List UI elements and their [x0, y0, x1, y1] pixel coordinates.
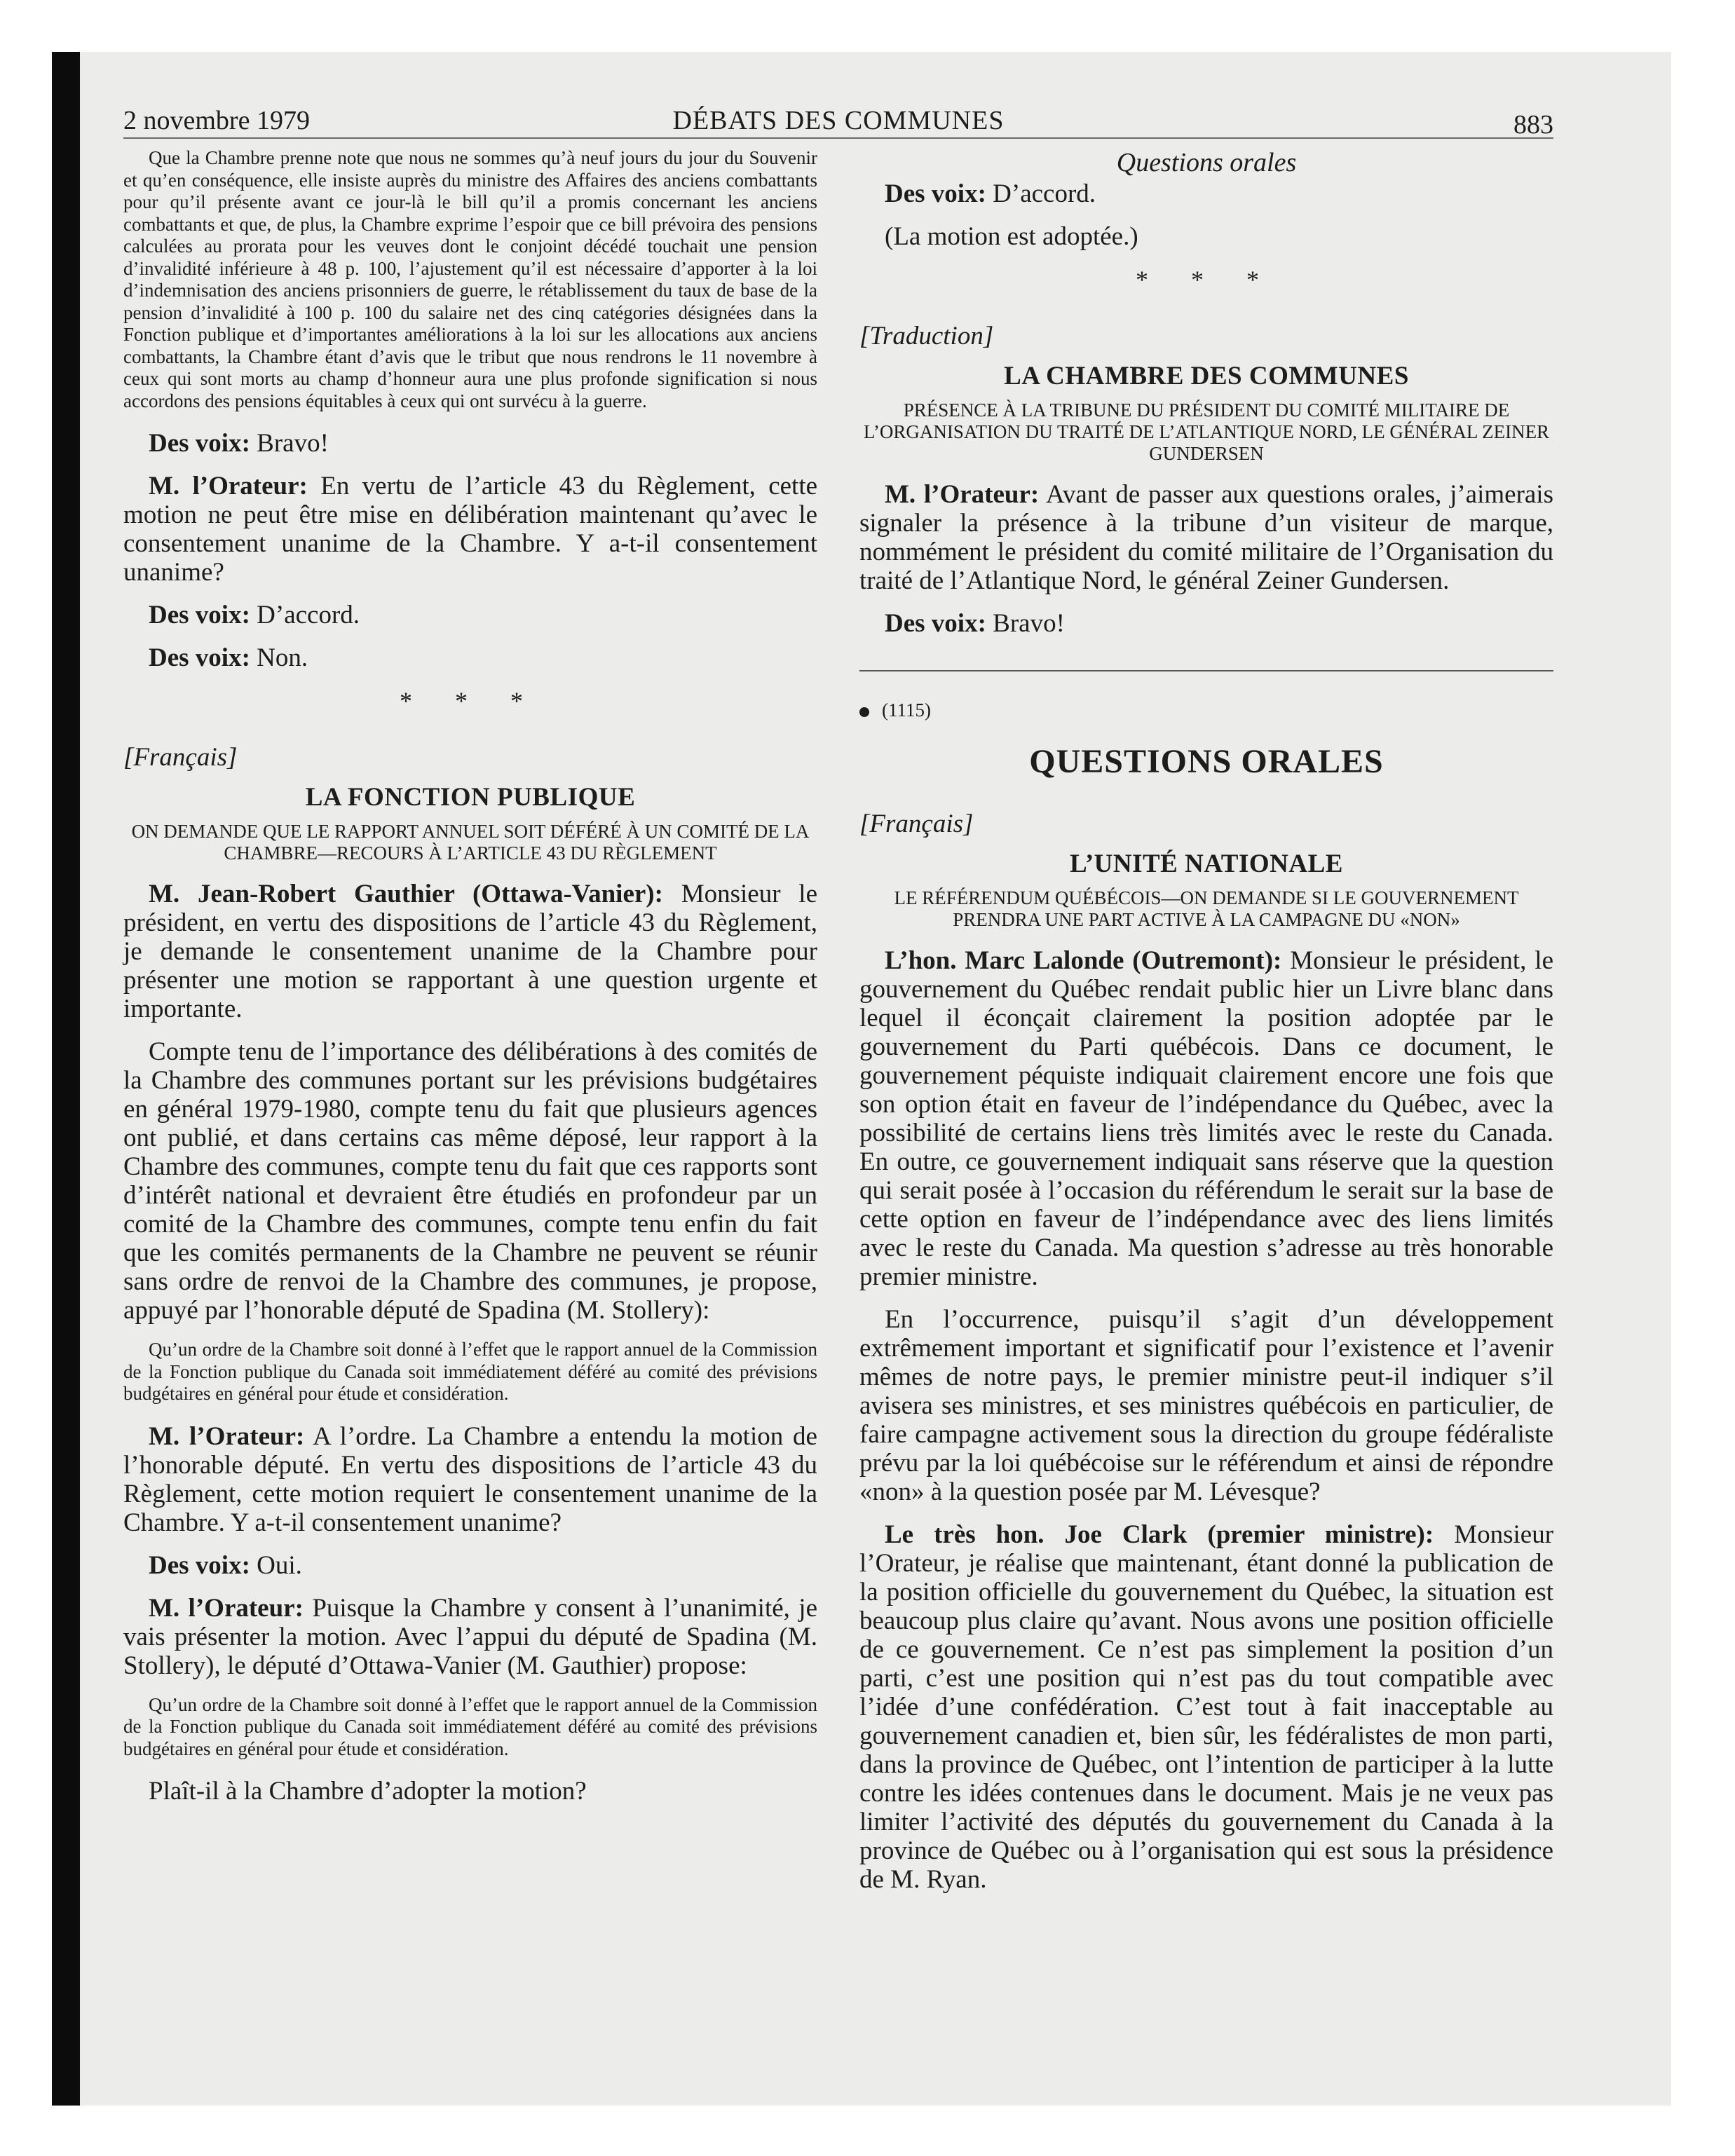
section-separator: * * * — [400, 687, 541, 715]
section-subtitle: LE RÉFÉRENDUM QUÉBÉCOIS—ON DEMANDE SI LE GOUVERNEMENT PRENDRA UNE PART ACTIVE À LA CAMPAGNE DU «NON» — [894, 887, 1519, 930]
header-page-number: 883 — [1513, 110, 1553, 139]
speaker: Des voix: — [149, 1550, 250, 1580]
speech: En vertu de l’article 43 du Règlement, cette motion ne peut être mise en délibération maintenant qu’avec le consentement unanime de la Chambre. Y a-t-il consentement unanime? — [123, 472, 818, 587]
speaker: Des voix: — [149, 643, 250, 672]
section-title: LA FONCTION PUBLIQUE — [305, 783, 636, 812]
timestamp-text: (1115) — [882, 700, 931, 721]
speech: Bravo! — [257, 429, 329, 458]
speech: Monsieur l’Orateur, je réalise que maintenant, étant donné la publication de la position officielle du gouvernement du Québec, la situation est beaucoup plus claire qu’avant. Nous avons une position officielle de ce gouvernement. Ce n’est pas simplement la position d’un parti, c’est une position qui n’est pas du tout compatible avec l’idée d’une confédération. C’est tout à fait inacceptable au gouvernement canadien et, bien sûr, les fédéralistes de mon parti, dans la province de Québec, ont l’intention de participer à la lutte contre les idées contenues dans le document. Mais je ne veux pas limiter l’activité des députés du gouvernement du Canada à la province de Québec ou à l’organisation qui est sous la présidence de M. Ryan. — [859, 1520, 1554, 1894]
language-note: [Français] — [123, 743, 238, 772]
page-header — [123, 102, 1553, 139]
speaker: Des voix: — [149, 601, 250, 629]
speech: Puisque la Chambre y consent à l’unanimité, je vais présenter la motion. Avec l’appui du député de Spadina (M. Stollery), le député d’Ottawa-Vanier (M. Gauthier) propose: — [123, 1593, 818, 1680]
paragraph: (La motion est adoptée.) — [885, 222, 1138, 251]
left-column — [123, 147, 817, 1820]
major-heading: QUESTIONS ORALES — [1029, 743, 1384, 780]
running-head: Questions orales — [1116, 148, 1297, 177]
paragraph: Plaît-il à la Chambre d’adopter la motion? — [149, 1777, 587, 1806]
speech: D’accord. — [993, 179, 1096, 208]
divider — [859, 670, 1553, 671]
speaker: Des voix: — [149, 429, 250, 458]
speech: D’accord. — [257, 601, 360, 629]
paragraph — [123, 643, 817, 672]
paragraph — [123, 1551, 817, 1580]
paragraph — [123, 880, 817, 1023]
speaker: Des voix: — [885, 609, 986, 638]
paragraph — [123, 429, 817, 458]
paragraph: Compte tenu de l’importance des délibérations à des comités de la Chambre des communes portant sur les prévisions budgétaires en général 1979-1980, compte tenu du fait que plusieurs agences ont publié, et dans certains cas même déposé, leur rapport à la Chambre des communes, compte tenu du fait que ces rapports sont d’intérêt national et devraient être étudiés en profondeur par un comité de la Chambre des communes, compte tenu enfin du fait que les comités permanents de la Chambre ne peuvent se réunir sans ordre de renvoi de la Chambre des communes, je propose, appuyé par l’honorable député de Spadina (M. Stollery): — [123, 1037, 817, 1325]
speaker: M. l’Orateur: — [149, 1593, 304, 1623]
motion-quote: Qu’un ordre de la Chambre soit donné à l’effet que le rapport annuel de la Commission de la Fonction publique du Canada soit immédiatement déféré au comité des prévisions budgétaires en général pour étude et considération. — [123, 1339, 817, 1404]
speech: Bravo! — [993, 609, 1065, 638]
speaker: L’hon. Marc Lalonde (Outremont): — [885, 946, 1282, 975]
paragraph — [859, 1520, 1553, 1894]
bullet-icon — [859, 707, 869, 717]
paragraph — [123, 601, 817, 629]
paragraph — [123, 472, 817, 587]
section-title: LA CHAMBRE DES COMMUNES — [1004, 362, 1409, 390]
speech: Oui. — [257, 1550, 302, 1580]
speech: Avant de passer aux questions orales, j’aimerais signaler la présence à la tribune d’un visiteur de marque, nommément le président du comité militaire de l’Organisation du traité de l’Atlantique Nord, le général Zeiner Gundersen. — [859, 480, 1553, 595]
page-spine-shadow — [52, 52, 80, 2106]
language-note: [Traduction] — [859, 322, 994, 350]
paragraph: En l’occurrence, puisqu’il s’agit d’un développement extrêmement important et significatif pour l’existence et l’avenir mêmes de notre pays, le premier ministre peut-il indiquer s’il avisera ses ministres, et ses ministres québécois en particulier, de faire campagne activement sous la direction du groupe fédéraliste prévu par la loi québécoise sur le référendum et ainsi de répondre «non» à la question posée par M. Lévesque? — [859, 1305, 1553, 1506]
paragraph — [859, 946, 1553, 1291]
paragraph — [859, 179, 1553, 208]
speaker: M. Jean-Robert Gauthier (Ottawa-Vanier): — [149, 880, 663, 908]
language-note: [Français] — [859, 810, 974, 838]
speech: Monsieur le président, le gouvernement du Québec rendait public hier un Livre blanc dans lequel il éconçait clairement la position adoptée par le gouvernement du Parti québécois. Dans ce document, le gouvernement péquiste indiquait clairement encore une fois que son option était en faveur de l’indépendance du Québec, avec la possibilité de certains liens très limités avec le reste du Canada. En outre, ce gouvernement indiquait sans réserve que la question qui serait posée à l’occasion du référendum le serait sur la base de cette option en faveur de l’indépendance avec des liens limités avec le reste du Canada. Ma question s’adresse au très honorable premier ministre. — [859, 946, 1553, 1291]
speaker: Le très hon. Joe Clark (premier ministre): — [885, 1520, 1434, 1549]
header-date: 2 novembre 1979 — [123, 106, 310, 135]
paragraph — [123, 1422, 817, 1537]
header-title: DÉBATS DES COMMUNES — [672, 106, 1005, 135]
right-column — [859, 147, 1553, 1908]
section-subtitle: ON DEMANDE QUE LE RAPPORT ANNUEL SOIT DÉFÉRÉ À UN COMITÉ DE LA CHAMBRE—RECOURS À L’ARTICLE 43 DU RÈGLEMENT — [131, 821, 810, 864]
speech: A l’ordre. La Chambre a entendu la motion de l’honorable député. En vertu des dispositions de l’article 43 du Règlement, cette motion requiert le consentement unanime de la Chambre. Y a-t-il consentement unanime? — [123, 1421, 817, 1537]
section-subtitle: PRÉSENCE À LA TRIBUNE DU PRÉSIDENT DU COMITÉ MILITAIRE DE L’ORGANISATION DU TRAITÉ DE L’ATLANTIQUE NORD, LE GÉNÉRAL ZEINER GUNDERSEN — [863, 400, 1550, 464]
speaker: M. l’Orateur: — [149, 472, 308, 500]
speaker: M. l’Orateur: — [885, 480, 1040, 509]
speech: Monsieur le président, en vertu des dispositions de l’article 43 du Règlement, je demande le consentement unanime de la Chambre pour présenter une motion se rapportant à une question urgente et importante. — [123, 880, 818, 1023]
paragraph — [123, 1594, 817, 1680]
motion-quote: Qu’un ordre de la Chambre soit donné à l’effet que le rapport annuel de la Commission de la Fonction publique du Canada soit immédiatement déféré au comité des prévisions budgétaires en général pour étude et considération. — [123, 1693, 817, 1759]
paragraph — [859, 480, 1553, 595]
section-separator: * * * — [1136, 266, 1277, 294]
motion-quote: Que la Chambre prenne note que nous ne sommes qu’à neuf jours du jour du Souvenir et qu’en conséquence, elle insiste auprès du ministre des Affaires des anciens combattants pour qu’il présente avant ce jour-là le bill qu’il a promis concernant les anciens combattants et que, de plus, la Chambre exprime l’espoir que ce bill prévoira des pensions calculées au prorata pour les veuves dont le conjoint décédé touchait une pension d’invalidité inférieure à 48 p. 100, l’ajustement qu’il est nécessaire d’apporter à la loi d’indemnisation des anciens prisonniers de guerre, le rétablissement du taux de base de la pension d’invalidité à 100 p. 100 du salaire net des cinq catégories désignées dans la Fonction publique et d’importantes améliorations à la loi sur les allocations aux anciens combattants, la Chambre étant d’avis que le tribut que nous rendrons le 11 novembre à ceux qui sont morts au champ d’honneur aura une plus profonde signification si nous accordons des pensions équitables à ceux qui ont survécu à la guerre. — [123, 147, 817, 411]
paragraph — [859, 609, 1553, 638]
section-title: L’UNITÉ NATIONALE — [1070, 850, 1343, 878]
speaker: M. l’Orateur: — [149, 1421, 305, 1451]
speech: Non. — [257, 643, 308, 672]
speaker: Des voix: — [885, 179, 986, 208]
timestamp — [859, 700, 1553, 721]
